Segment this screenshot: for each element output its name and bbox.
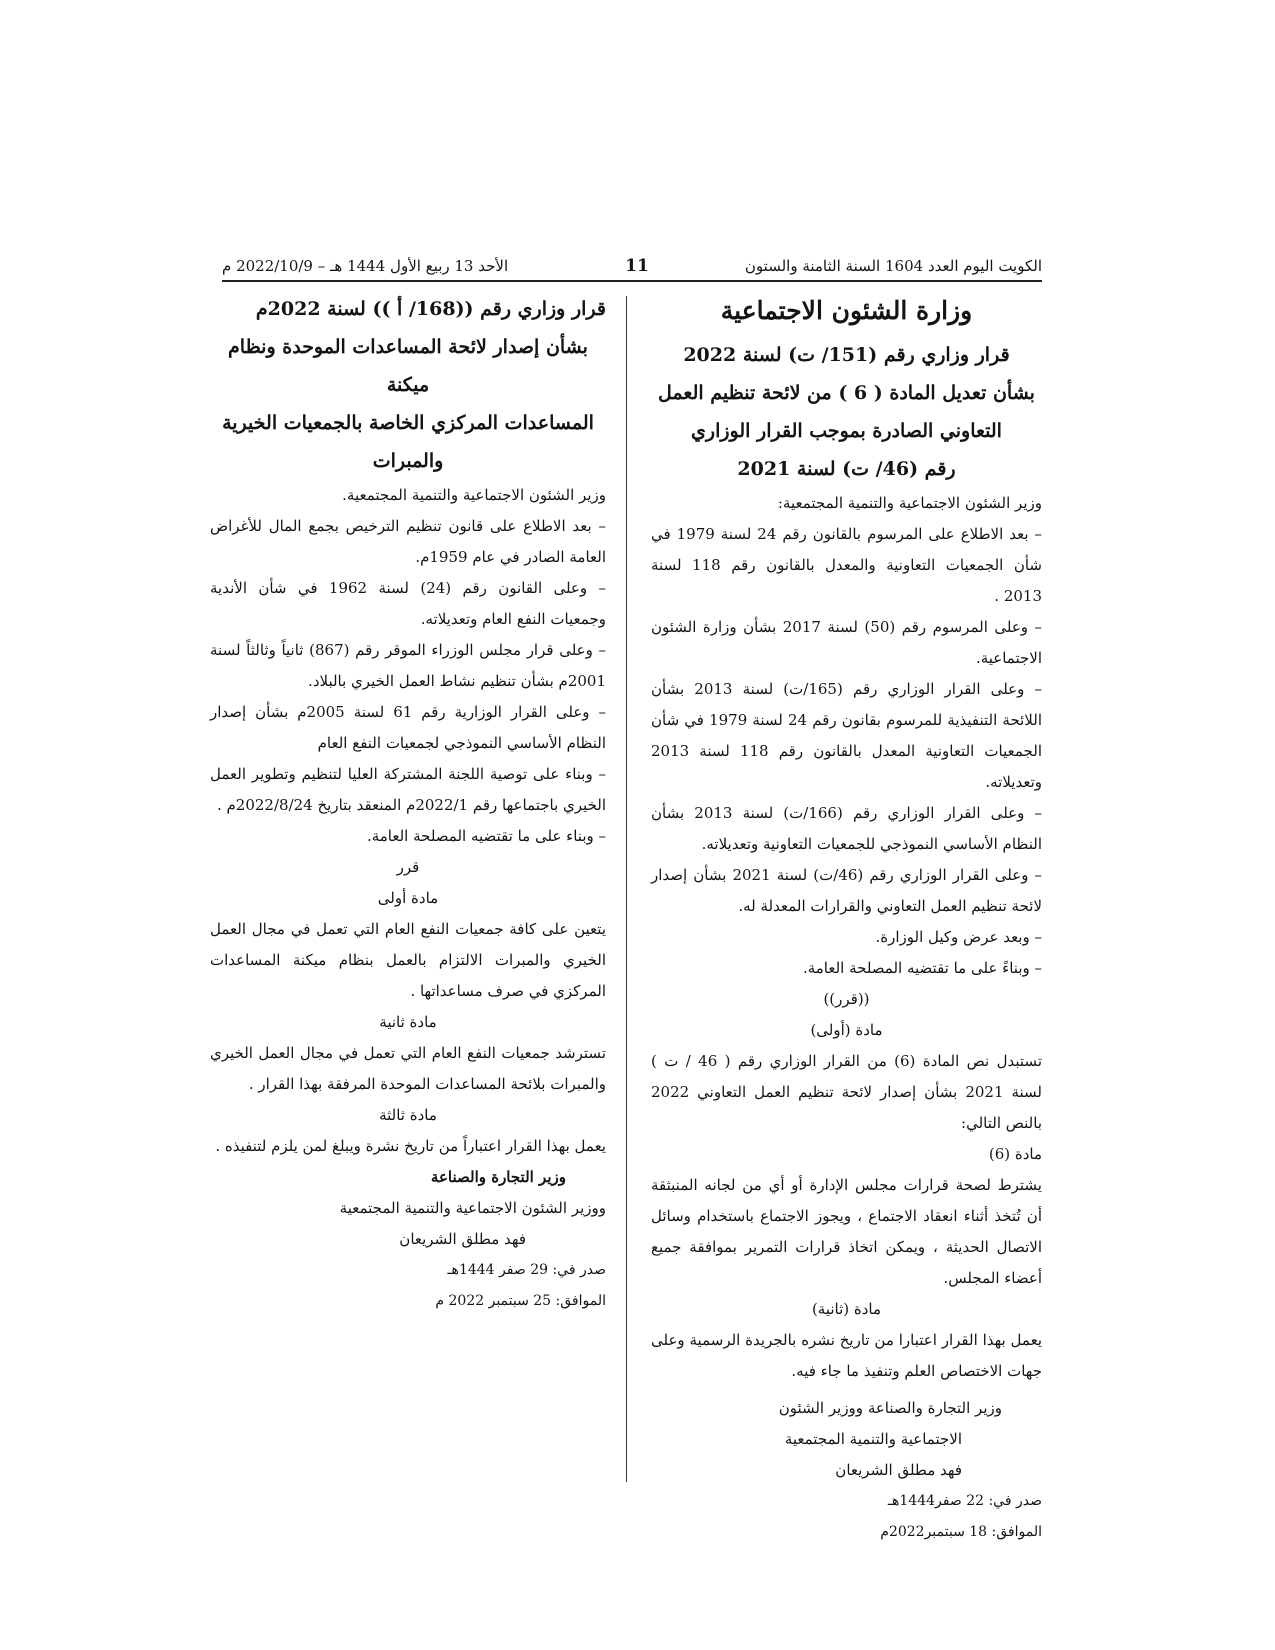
article-text: يعمل بهذا القرار اعتبارا من تاريخ نشره بالجريدة الرسمية وعلى جهات الاختصاص العلم وتنفيذ ما جاء فيه.: [651, 1331, 1042, 1380]
recital: – وعلى قرار مجلس الوزراء الموقر رقم (867) ثانياً وثالثاً لسنة 2001م بشأن تنظيم نشاط العمل الخيري بالبلاد.: [210, 641, 606, 690]
article-text: تستبدل نص المادة (6) من القرار الوزاري رقم ( 46 / ت ) لسنة 2021 بشأن إصدار لائحة تنظيم العمل التعاوني 2022 بالنص التالي:: [651, 1052, 1042, 1132]
article-heading: مادة (ثانية): [811, 1300, 882, 1318]
article-heading: مادة (6): [988, 1145, 1042, 1163]
page-header: [222, 254, 1042, 278]
recital: – وبناء على توصية اللجنة المشتركة العليا لتنظيم وتطوير العمل الخيري باجتماعها رقم 2022/1م المنعقد بتاريخ 2022/8/24م .: [210, 765, 606, 814]
decree-title-line: والمبرات: [372, 450, 444, 472]
recital: – وعلى القرار الوزاري رقم (46/ت) لسنة 2021 بشأن إصدار لائحة تنظيم العمل التعاوني والقرارات المعدلة له.: [651, 866, 1042, 915]
recital: – وعلى القرار الوزاري رقم (166/ت) لسنة 2013 بشأن النظام الأساسي النموذجي للجمعيات التعاونية وتعديلاته.: [651, 804, 1042, 853]
article-heading: مادة (أولى): [810, 1021, 883, 1039]
ministry-title: وزارة الشئون الاجتماعية: [720, 296, 973, 325]
article-heading: مادة ثانية: [379, 1013, 437, 1031]
decree-title-line: قرار وزاري رقم ((168/ أ )) لسنة 2022م: [255, 298, 606, 320]
recital: – وعلى القرار الوزارية رقم 61 لسنة 2005م بشأن إصدار النظام الأساسي النموذجي لجمعيات النفع العام: [210, 703, 607, 752]
article-text: تسترشد جمعيات النفع العام التي تعمل في مجال العمل الخيري والمبرات بلائحة المساعدات الموحدة المرفقة بهذا القرار .: [210, 1044, 606, 1093]
signature-title: ووزير الشئون الاجتماعية والتنمية المجتمعية: [339, 1199, 606, 1217]
signature-name: فهد مطلق الشريعان: [835, 1461, 962, 1479]
article-text: يعمل بهذا القرار اعتباراً من تاريخ نشرة ويبلغ لمن يلزم لتنفيذه .: [215, 1137, 606, 1155]
recital: – وعلى القرار الوزاري رقم (165/ت) لسنة 2013 بشأن اللائحة التنفيذية للمرسوم بقانون رقم 24 لسنة 1979 في شأن الجمعيات التعاونية المعدل بالقانون رقم 118 لسنة 2013 وتعديلاته.: [651, 680, 1042, 791]
minister-intro: وزير الشئون الاجتماعية والتنمية المجتمعية.: [342, 486, 606, 504]
recital: – وبناءً على ما تقتضيه المصلحة العامة.: [802, 959, 1042, 977]
signature-title: الاجتماعية والتنمية المجتمعية: [784, 1430, 962, 1448]
issued-date-hijri: صدر في: 29 صفر 1444هـ: [447, 1262, 606, 1278]
decree-title-line: بشأن تعديل المادة ( 6 ) من لائحة تنظيم العمل: [658, 382, 1035, 404]
decided-heading: ((قرر)): [823, 990, 870, 1008]
article-heading: مادة ثالثة: [379, 1106, 437, 1124]
decree-title-line: رقم (46/ ت) لسنة 2021: [737, 458, 956, 480]
signature-name: فهد مطلق الشريعان: [399, 1230, 526, 1248]
recital: – وبناء على ما تقتضيه المصلحة العامة.: [366, 827, 606, 845]
article-text: يتعين على كافة جمعيات النفع العام التي تعمل في مجال العمل الخيري والمبرات الالتزام بالعمل بنظام ميكنة المساعدات المركزي في صرف مساعداتها .: [210, 920, 606, 1000]
column-divider: [626, 296, 627, 1482]
decided-heading: قرر: [396, 858, 420, 876]
decree-title-line: بشأن إصدار لائحة المساعدات الموحدة ونظام ميكنة: [228, 336, 588, 396]
recital: – بعد الاطلاع على المرسوم بالقانون رقم 24 لسنة 1979 في شأن الجمعيات التعاونية والمعدل بالقانون رقم 118 لسنة 2013 .: [651, 525, 1042, 605]
issue-info: الكويت اليوم العدد 1604 السنة الثامنة والستون: [744, 257, 1042, 275]
article-heading: مادة أولى: [377, 889, 439, 907]
minister-intro: وزير الشئون الاجتماعية والتنمية المجتمعية:: [777, 494, 1042, 512]
recital: – وعلى المرسوم رقم (50) لسنة 2017 بشأن وزارة الشئون الاجتماعية.: [651, 618, 1042, 667]
left-column: [210, 290, 606, 1317]
decree-title-line: التعاوني الصادرة بموجب القرار الوزاري: [691, 420, 1002, 442]
issued-date-gregorian: الموافق: 25 سبتمبر 2022 م: [435, 1293, 606, 1309]
recital: – بعد الاطلاع على قانون تنظيم الترخيص بجمع المال للأغراض العامة الصادر في عام 1959م.: [210, 517, 606, 566]
header-date: الأحد 13 ربيع الأول 1444 هـ – 2022/10/9 م: [222, 257, 509, 275]
right-column: [651, 290, 1042, 1548]
signature-title: وزير التجارة والصناعة ووزير الشئون: [778, 1399, 1002, 1417]
article-text: يشترط لصحة قرارات مجلس الإدارة أو أي من لجانه المنبثقة أن تُتخذ أثناء انعقاد الاجتماع ، ويجوز الاجتماع باستخدام وسائل الاتصال الحديثة ، ويمكن اتخاذ قرارات التمرير بموافقة جميع أعضاء المجلس.: [651, 1176, 1042, 1287]
issued-date-gregorian: الموافق: 18 سبتمبر2022م: [880, 1524, 1042, 1540]
recital: – وعلى القانون رقم (24) لسنة 1962 في شأن الأندية وجمعيات النفع العام وتعديلاته.: [210, 579, 606, 628]
signature-title: وزير التجارة والصناعة: [430, 1168, 566, 1186]
decree-title-line: قرار وزاري رقم (151/ ت) لسنة 2022: [683, 344, 1010, 366]
recital: – وبعد عرض وكيل الوزارة.: [875, 928, 1042, 946]
page-number: 11: [625, 256, 649, 276]
header-divider: [222, 280, 1042, 282]
decree-title-line: المساعدات المركزي الخاصة بالجمعيات الخيرية: [222, 412, 594, 434]
issued-date-hijri: صدر في: 22 صفر1444هـ: [887, 1493, 1042, 1509]
